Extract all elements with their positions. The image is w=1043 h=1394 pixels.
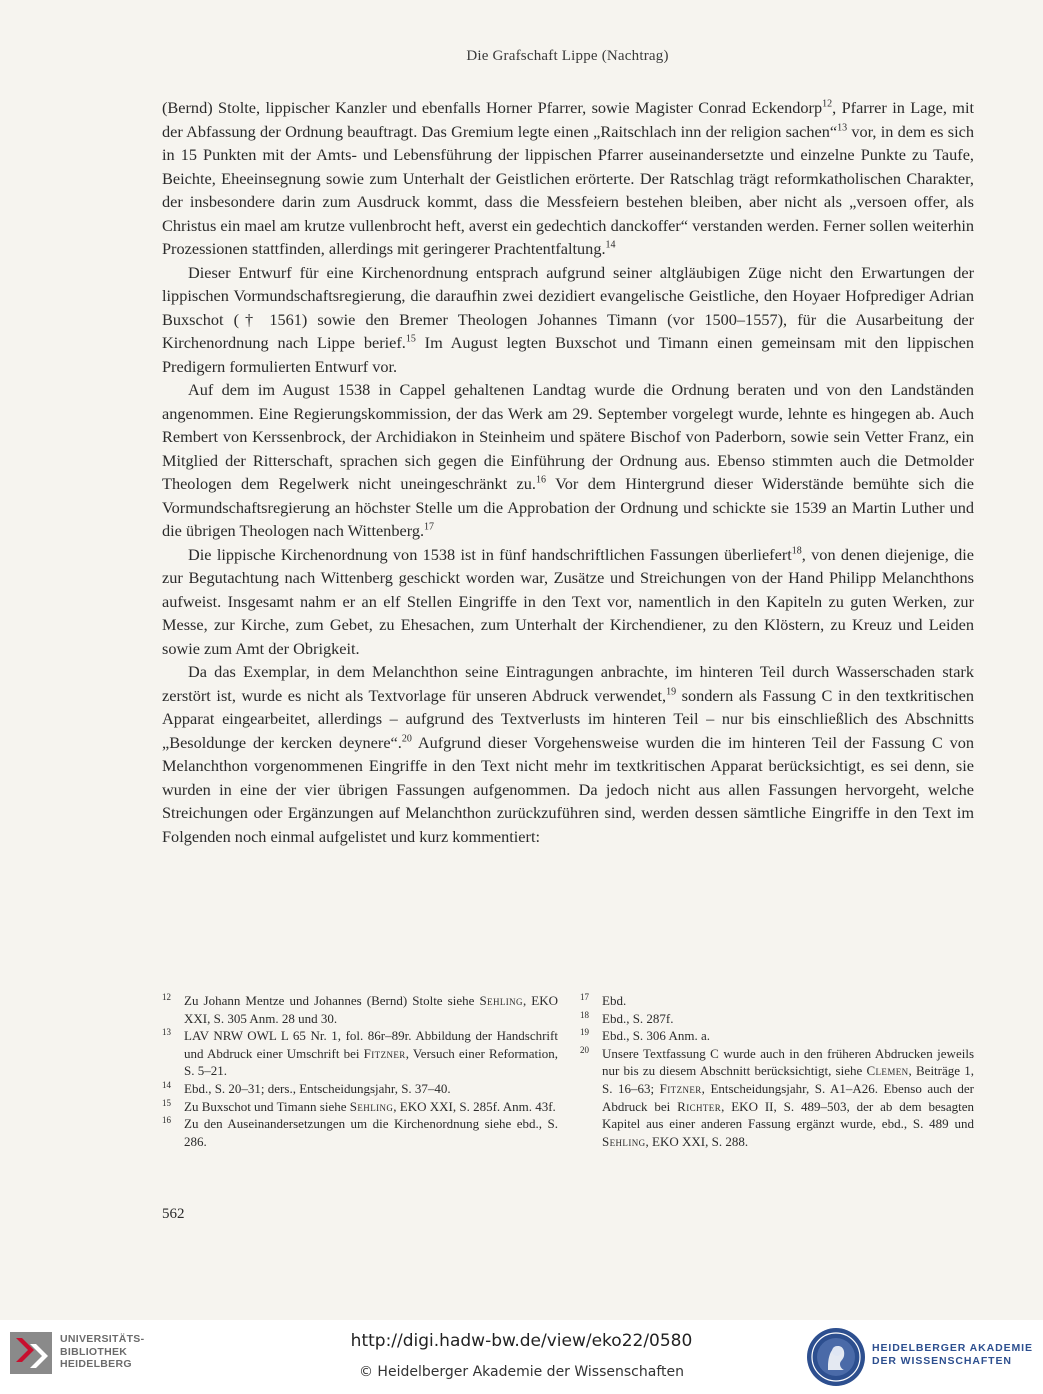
footnote-13 (162, 1027, 558, 1080)
footnote-number: 15 (162, 1097, 171, 1108)
academy-name (872, 1342, 1033, 1368)
footnote-number: 20 (580, 1044, 589, 1055)
text-segment: Aufgrund dieser Vorgehensweise wurden die im hinteren Teil der Fassung C von Melanchthon vorgenommenen Eingriffe in den Text nicht mehr im textkritischen Apparat berücksichtigt, es sei denn, sie wurden in eine der vier übrigen Fassungen aufgenommen. Da jedoch nicht aus allen Fassungen hervorgeht, welche Streichungen oder Ergänzungen auf Melanchthon zurückzuführen sind, werden dessen sämtliche Eingriffe in den Text im Folgenden noch einmal aufgelistet und kurz kommentiert: (162, 732, 974, 846)
footnote-ref[interactable]: 12 (822, 98, 833, 110)
footnote-15 (162, 1098, 558, 1116)
ub-line: UNIVERSITÄTS- (60, 1333, 145, 1345)
footnote-ref[interactable]: 19 (666, 686, 677, 698)
paragraph-3 (162, 378, 974, 543)
footnote-number: 14 (162, 1079, 171, 1090)
footnotes-left-column (162, 992, 558, 1150)
text-segment: Auf dem im August 1538 in Cappel gehaltenen Landtag wurde die Ordnung beraten und von den Landständen angenommen. Eine Regierungskommission, der das Werk am 29. September vorgelegt wurde, lehnte es hingegen ab. Auch Rembert von Kerssenbrock, der Archidiakon in Steinheim und spätere Bischof von Paderborn, sowie sein Vetter Franz, ein Mitglied der Ritterschaft, sprachen sich gegen die Einführung der Ordnung aus. Ebenso stimmten auch die Detmolder Theologen dem Regelwerk nicht uneingeschränkt zu. (162, 380, 974, 493)
footnote-ref[interactable]: 17 (424, 521, 435, 533)
academy-seal-icon[interactable] (806, 1327, 866, 1387)
hadw-line: HEIDELBERGER AKADEMIE (872, 1342, 1033, 1354)
footnote-14 (162, 1080, 558, 1098)
footnote-number: 13 (162, 1027, 171, 1038)
text-segment: (Bernd) Stolte, lippischer Kanzler und ebenfalls Horner Pfarrer, sowie Magister Conrad Eckendorp (162, 98, 823, 117)
text-segment: Vor dem Hintergrund dieser Widerstände bemühte sich die Vormundschaftsregierung an höchster Stelle um die Approbation der Ordnung und schickte sie 1539 an Martin Luther und die übrigen Theologen nach Wittenberg. (162, 474, 974, 540)
footnote-text: Ebd., S. 20–31; ders., Entscheidungsjahr, S. 37–40. (184, 1080, 451, 1096)
permalink-url[interactable]: http://digi.hadw-bw.de/view/eko22/0580 (350, 1331, 693, 1351)
footnote-text: Zu Johann Mentze und Johannes (Bernd) Stolte siehe (184, 993, 480, 1008)
paragraph-4 (162, 543, 974, 661)
footnote-text: , EKO XXI, S. 305 Anm. 28 und 30. (184, 993, 559, 1026)
footnote-text: Zu Buxschot und Timann siehe (184, 1098, 350, 1114)
page-number: 562 (162, 1206, 185, 1222)
footnote-text: Ebd. (602, 993, 627, 1008)
paragraph-2 (162, 261, 974, 379)
footnote-19 (580, 1027, 974, 1045)
footnote-text: , EKO XXI, S. 288. (645, 1133, 749, 1149)
copyright-notice: © Heidelberger Akademie der Wissenschaften (358, 1364, 684, 1380)
text-segment: Im August legten Buxschot und Timann einen gemeinsam mit den lippischen Predigern formulierten Entwurf vor. (162, 333, 975, 376)
author-smallcaps: Richter (677, 1098, 722, 1114)
footnote-number: 16 (162, 1115, 171, 1126)
footnote-16 (162, 1115, 558, 1150)
footnote-17 (580, 992, 974, 1010)
footnote-18 (580, 1010, 974, 1028)
author-smallcaps: Sehling (479, 993, 523, 1008)
footnote-20 (580, 1045, 974, 1151)
footnote-text: Ebd., S. 287f. (602, 1010, 674, 1026)
footnote-12 (162, 992, 558, 1027)
footnote-text: , EKO XXI, S. 285f. Anm. 43f. (393, 1098, 556, 1114)
text-segment: vor, in dem es sich in 15 Punkten mit der Amts- und Lebensführung der lippischen Pfarrer auseinandersetzte und einzelne Punkte zu Taufe, Beichte, Eheeinsegnung sowie zum Unterhalt der Geistlichen erörterte. Der Ratschlag trägt reformkatholischen Charakter, der insbesondere darin zum Ausdruck kommt, dass die Messfeiern bestehen bleiben, aber nicht als „versoen offer, als Christus ein mael am krutze vullenbrocht heft, averst ein gedechtich danckoffer“ verstanden werden. Ferner sollen weiterhin Prozessionen stattfinden, allerdings mit geringerer Prachtentfaltung. (162, 121, 974, 258)
author-smallcaps: Fitzner (659, 1080, 702, 1096)
footnote-ref[interactable]: 15 (405, 333, 416, 345)
footnote-ref[interactable]: 16 (535, 474, 546, 486)
author-smallcaps: Fitzner (363, 1045, 406, 1061)
footnote-text: Zu den Auseinandersetzungen um die Kirchenordnung siehe ebd., S. 286. (184, 1116, 558, 1149)
footnote-text: , Entscheidungsjahr, S. A1–A26. Ebenso auch der Abdruck bei (602, 1080, 975, 1114)
paragraph-5 (162, 660, 974, 848)
text-segment: , von denen diejenige, die zur Begutachtung nach Wittenberg geschickt worden war, Zusätze und Streichungen von der Hand Philipp Melanchthons aufweist. Insgesamt nahm er an elf Stellen Eingriffe in den Text vor, namentlich in den Kapiteln zu guten Werken, zur Messe, zur Kirche, zum Gebet, zu Ehesachen, zum Unterhalt der Kirchendiener, zu den Klöstern, zu Kreuz und Leiden sowie zum Amt der Obrigkeit. (162, 544, 975, 658)
footnote-text: LAV NRW OWL L 65 Nr. 1, fol. 86r–89r. Abbildung der Handschrift und Abdruck einer Umschrift bei (184, 1028, 558, 1061)
footnote-text: Unsere Textfassung C wurde auch in den früheren Abdrucken jeweils nur bis zu diesem Abschnitt berücksichtigt, siehe (602, 1045, 974, 1079)
footnote-ref[interactable]: 13 (837, 122, 848, 134)
author-smallcaps: Sehling (349, 1098, 394, 1114)
text-segment: sondern als Fassung C in den textkritischen Apparat eingearbeitet, allerdings – aufgrund des Textverlusts im hinteren Teil – nur bis einschließlich des Abschnitts „Besoldunge der kercken deynere“. (162, 685, 974, 752)
footnote-ref[interactable]: 14 (605, 239, 616, 251)
hadw-line: DER WISSENSCHAFTEN (872, 1355, 1012, 1367)
footnote-number: 19 (580, 1027, 589, 1038)
ub-line: HEIDELBERG (60, 1358, 132, 1370)
footnote-number: 12 (162, 992, 171, 1002)
footer-bar (0, 1320, 1043, 1394)
footnote-text: Ebd., S. 306 Anm. a. (602, 1028, 710, 1044)
footnotes-right-column (580, 992, 974, 1150)
footnote-number: 17 (580, 992, 589, 1002)
footnote-text: , Beiträge 1, S. 16–63; (602, 1063, 974, 1096)
footnote-text: , EKO II, S. 489–503, der ab dem besagten Kapitel aus einer anderen Fassung ergänzt wurde, ebd., S. 489 und (602, 1098, 974, 1132)
running-head: Die Grafschaft Lippe (Nachtrag) (466, 48, 669, 64)
footnote-ref[interactable]: 20 (401, 733, 412, 745)
footnote-ref[interactable]: 18 (791, 545, 802, 557)
text-segment: Die lippische Kirchenordnung von 1538 ist in fünf handschriftlichen Fassungen überliefert (188, 544, 792, 564)
main-text (162, 96, 974, 848)
text-segment: Dieser Entwurf für eine Kirchenordnung entsprach aufgrund seiner altgläubigen Züge nicht den Erwartungen der lippischen Vormundschaftsregierung, die daraufhin zwei dezidiert evangelische Geistliche, den Hoyaer Hofprediger Adrian Buxschot († 1561) sowie den Bremer Theologen Johannes Timann (vor 1500–1557), für die Ausarbeitung der Kirchenordnung nach Lippe berief. (162, 262, 974, 352)
footnote-text: , Versuch einer Reformation, S. 5–21. (184, 1045, 558, 1079)
paragraph-1 (162, 96, 974, 261)
ub-line: BIBLIOTHEK (60, 1345, 128, 1358)
text-segment: , Pfarrer in Lage, mit der Abfassung der Ordnung beauftragt. Das Gremium legte einen „Raitschlach inn der religion sachen“ (162, 98, 975, 141)
text-segment: Da das Exemplar, in dem Melanchthon seine Eintragungen anbrachte, im hinteren Teil durch Wasserschaden stark zerstört ist, wurde es nicht als Textvorlage für unseren Abdruck verwendet, (162, 662, 974, 705)
footnote-number: 18 (580, 1009, 589, 1020)
author-smallcaps: Clemen (866, 1063, 909, 1079)
author-smallcaps: Sehling (602, 1133, 646, 1149)
